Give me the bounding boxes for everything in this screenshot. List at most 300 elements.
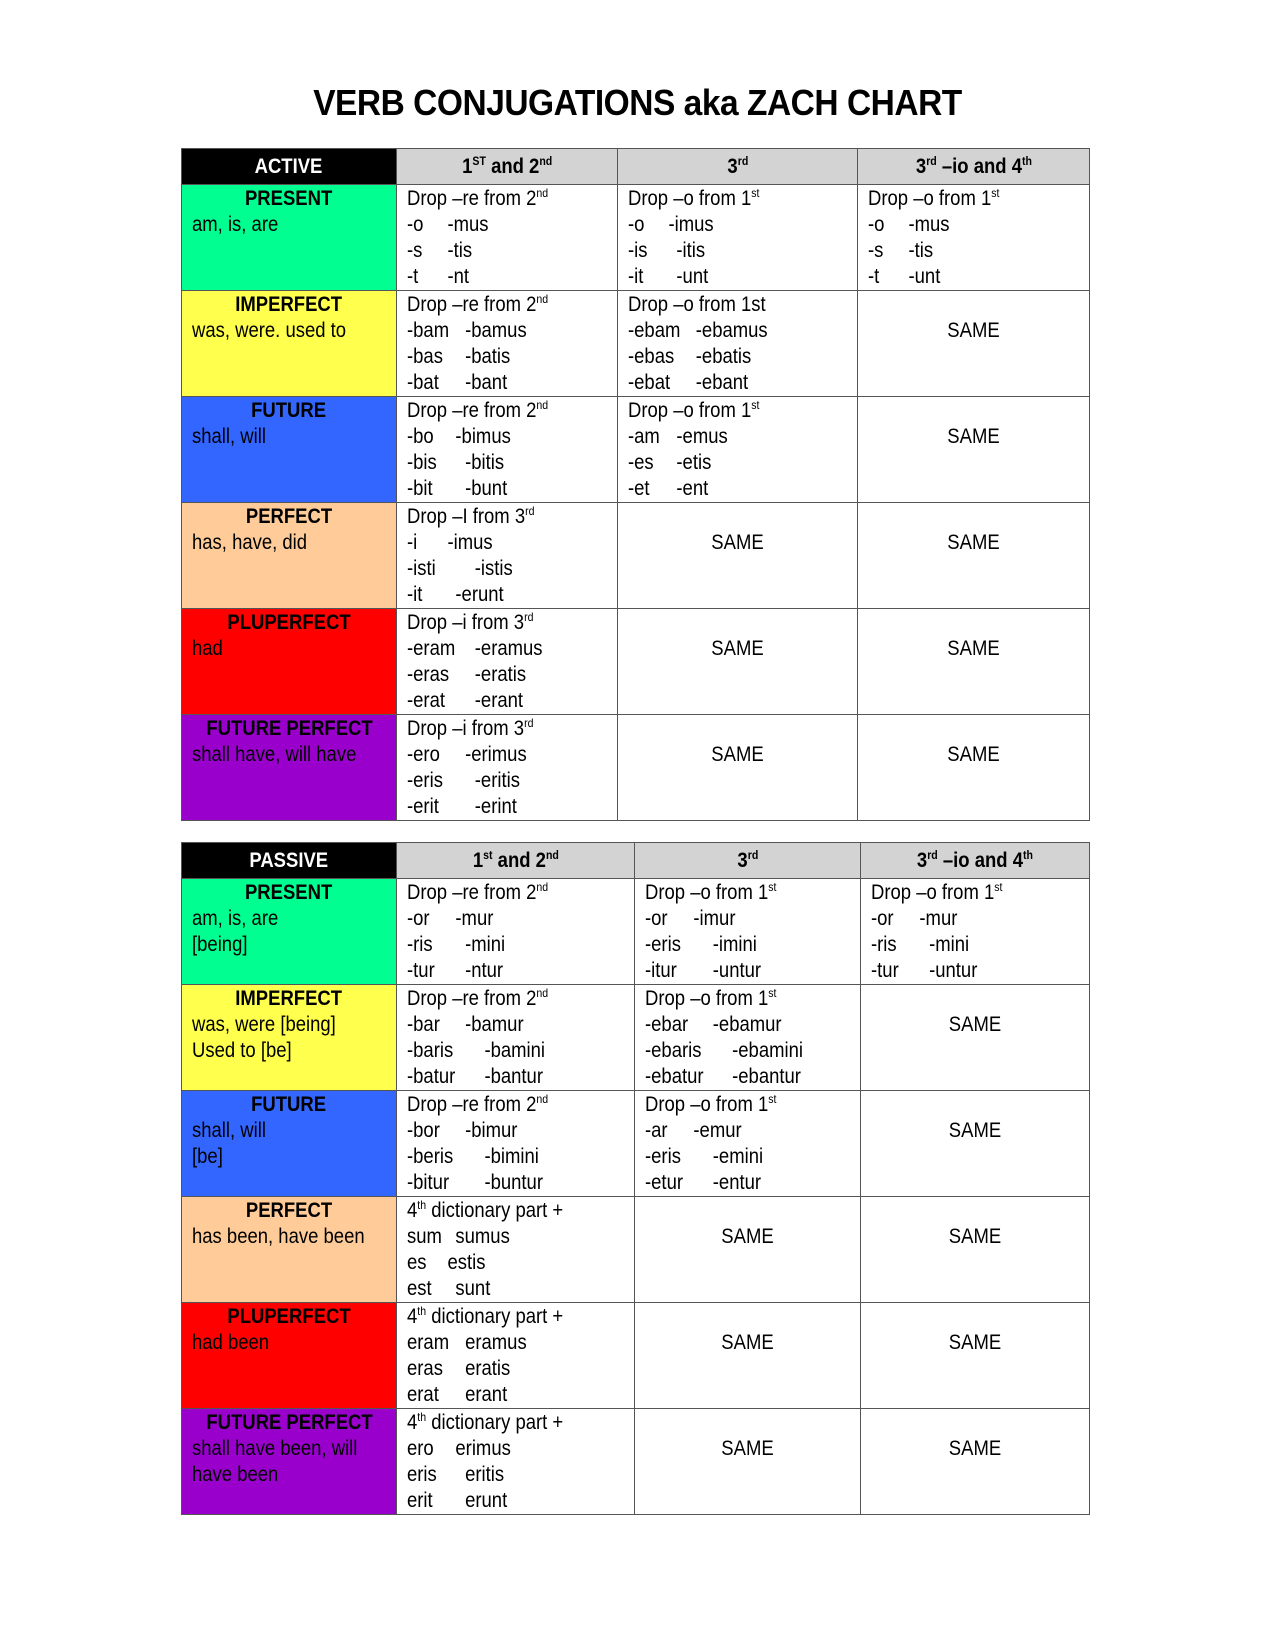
tense-name-text: PRESENT: [245, 881, 333, 904]
ending-pair-text: [407, 450, 592, 476]
ending-pair: [628, 264, 857, 290]
ordinal-suffix: rd: [747, 847, 758, 862]
singular-ending: -bat: [407, 371, 439, 394]
passive-header-row: [182, 843, 1090, 879]
ending-pair: [407, 1330, 634, 1356]
tense-meaning: [192, 906, 396, 932]
tense-cell: [182, 1303, 397, 1409]
drop-rule-text: Drop –o from 1st: [628, 398, 760, 422]
singular-ending: -am: [628, 425, 660, 448]
plural-ending: -untur: [929, 959, 978, 982]
tense-row: [182, 1303, 1090, 1409]
plural-ending: -mur: [455, 907, 494, 930]
singular-ending: eram: [407, 1331, 450, 1354]
ending-pair: [407, 1064, 634, 1090]
tense-name: [192, 1092, 396, 1118]
singular-ending: -et: [628, 477, 650, 500]
tense-cell: [182, 291, 397, 397]
tense-meaning-text: shall, will: [192, 1119, 266, 1142]
singular-ending: -eris: [645, 933, 681, 956]
ordinal-suffix: st: [751, 398, 760, 412]
plural-ending: -unt: [676, 265, 709, 288]
same-label: SAME: [721, 1331, 774, 1354]
same-cell: [861, 1091, 1090, 1197]
plural-ending: sunt: [455, 1277, 491, 1300]
drop-rule: [645, 880, 860, 906]
drop-rule: [407, 610, 617, 636]
ending-pair: [868, 212, 1089, 238]
singular-ending: -bor: [407, 1119, 440, 1142]
plural-ending: -eritis: [474, 769, 520, 792]
tense-name: [192, 1410, 396, 1436]
tense-cell: [182, 1197, 397, 1303]
same-label: SAME: [948, 1225, 1002, 1248]
singular-ending: -ebam: [628, 319, 681, 342]
same-label: SAME: [711, 743, 764, 766]
plural-ending: -untur: [712, 959, 762, 982]
singular-ending: -ero: [407, 743, 440, 766]
ending-pair-text: [407, 238, 592, 264]
singular-ending: -tur: [871, 959, 899, 982]
singular-ending: -or: [407, 907, 430, 930]
singular-ending: -bas: [407, 345, 443, 368]
ending-pair: [407, 768, 617, 794]
tense-meaning: [192, 1436, 396, 1462]
active-col-3rd: [618, 149, 858, 185]
tense-name-text: PLUPERFECT: [227, 611, 351, 634]
col-heading-text: 3rd –io and 4th: [916, 847, 1034, 872]
tense-row: [182, 879, 1090, 985]
drop-rule: [407, 1092, 634, 1118]
drop-rule: [407, 986, 634, 1012]
singular-ending: -es: [628, 451, 654, 474]
tense-meaning: [192, 1330, 396, 1356]
ending-cell: [397, 397, 618, 503]
plural-ending: -bantur: [484, 1065, 544, 1088]
plural-ending: -eramus: [474, 637, 543, 660]
plural-ending: -bunt: [465, 477, 508, 500]
ending-pair: [407, 264, 617, 290]
ending-pair: [628, 476, 857, 502]
ending-pair: [407, 1356, 634, 1382]
same-label: SAME: [947, 531, 1000, 554]
drop-rule: [407, 1304, 634, 1330]
ending-pair: [407, 1224, 634, 1250]
ending-pair: [871, 932, 1089, 958]
ordinal-suffix: nd: [539, 153, 553, 168]
tense-name: [192, 880, 396, 906]
ordinal-suffix: ST: [472, 153, 486, 168]
drop-rule-text: 4th dictionary part +: [407, 1410, 564, 1434]
tense-meaning: [192, 742, 396, 768]
singular-ending: eris: [407, 1463, 437, 1486]
singular-ending: -beris: [407, 1145, 454, 1168]
ordinal-suffix: st: [768, 880, 777, 894]
ending-pair: [628, 424, 857, 450]
tense-name-text: FUTURE: [251, 399, 327, 422]
ending-pair: [645, 906, 860, 932]
ordinal-suffix: st: [994, 880, 1003, 894]
ending-pair: [628, 238, 857, 264]
ending-pair-text: [868, 238, 1062, 264]
col-heading-text: 3rd –io and 4th: [915, 153, 1032, 178]
ending-pair: [407, 424, 617, 450]
plural-ending: -bant: [465, 371, 508, 394]
ending-pair: [645, 932, 860, 958]
singular-ending: -tur: [407, 959, 435, 982]
ordinal-suffix: nd: [536, 186, 549, 200]
ending-cell: [858, 185, 1090, 291]
tense-meaning: [192, 1224, 396, 1250]
ending-pair-text: [645, 958, 834, 984]
plural-ending: -erimus: [465, 743, 527, 766]
plural-ending: -mur: [919, 907, 958, 930]
ordinal-suffix: nd: [536, 398, 549, 412]
passive-voice-label: [182, 843, 397, 879]
active-col-1st-2nd: [397, 149, 618, 185]
ending-cell: [397, 1197, 635, 1303]
singular-ending: -erit: [407, 795, 439, 818]
ending-pair-text: [407, 1224, 607, 1250]
singular-ending: -ebar: [645, 1013, 689, 1036]
drop-rule-text: Drop –I from 3rd: [407, 504, 535, 528]
singular-ending: -bitur: [407, 1171, 450, 1194]
ending-pair-text: [407, 1250, 607, 1276]
ordinal-suffix: th: [417, 1304, 427, 1318]
tense-meaning: [192, 318, 396, 344]
ending-pair: [628, 212, 857, 238]
ending-cell: [397, 1091, 635, 1197]
plural-ending: -ebatis: [695, 345, 752, 368]
ending-pair-text: [628, 424, 830, 450]
singular-ending: -o: [628, 213, 645, 236]
ending-pair: [407, 1436, 634, 1462]
singular-ending: es: [407, 1251, 427, 1274]
plural-ending: -bimus: [455, 425, 511, 448]
singular-ending: -ar: [645, 1119, 668, 1142]
tense-meaning-text: [be]: [192, 1145, 223, 1168]
ending-pair-text: [628, 264, 830, 290]
tense-cell: [182, 609, 397, 715]
plural-ending: estis: [447, 1251, 486, 1274]
tense-row: [182, 609, 1090, 715]
ending-pair: [407, 530, 617, 556]
drop-rule: [407, 186, 617, 212]
ending-pair-text: [628, 476, 830, 502]
plural-ending: -imini: [712, 933, 757, 956]
active-col-3rd-io-4th: [858, 149, 1090, 185]
tense-meaning-text: shall, will: [192, 425, 266, 448]
ending-pair: [645, 1038, 860, 1064]
same-label: SAME: [947, 743, 1000, 766]
ordinal-suffix: nd: [536, 880, 549, 894]
tense-row: [182, 1197, 1090, 1303]
ending-pair-text: [407, 742, 592, 768]
singular-ending: -eris: [407, 769, 443, 792]
ordinal-suffix: th: [417, 1198, 427, 1212]
singular-ending: erat: [407, 1383, 439, 1406]
ending-pair: [871, 906, 1089, 932]
drop-rule: [645, 1092, 860, 1118]
plural-ending: -mini: [465, 933, 506, 956]
col-heading-text: 3rd: [737, 847, 758, 872]
plural-ending: -mini: [929, 933, 970, 956]
ending-cell: [397, 291, 618, 397]
singular-ending: -bis: [407, 451, 437, 474]
drop-rule: [407, 504, 617, 530]
same-label: SAME: [711, 531, 764, 554]
singular-ending: -it: [628, 265, 644, 288]
tense-row: [182, 185, 1090, 291]
ending-pair: [407, 742, 617, 768]
ending-cell: [635, 1091, 861, 1197]
same-label: SAME: [948, 1119, 1002, 1142]
tense-row: [182, 715, 1090, 821]
tense-meaning: [192, 932, 396, 958]
drop-rule: [868, 186, 1089, 212]
ending-cell: [397, 503, 618, 609]
drop-rule-text: Drop –o from 1st: [645, 1092, 777, 1116]
plural-ending: -bamini: [484, 1039, 546, 1062]
plural-ending: -tis: [447, 239, 473, 262]
ending-cell: [618, 291, 858, 397]
tense-row: [182, 503, 1090, 609]
passive-col-1st-2nd: [397, 843, 635, 879]
ending-pair-text: [645, 1118, 834, 1144]
singular-ending: sum: [407, 1225, 442, 1248]
ending-pair-text: [871, 958, 1063, 984]
ending-pair: [407, 1170, 634, 1196]
ending-pair-text: [407, 212, 592, 238]
ending-cell: [397, 985, 635, 1091]
plural-ending: -mus: [447, 213, 489, 236]
ending-pair-text: [407, 1170, 607, 1196]
ending-pair-text: [407, 318, 592, 344]
ending-pair-text: [407, 1276, 607, 1302]
active-conjugation-table: [181, 148, 1090, 821]
ending-pair-text: [628, 344, 830, 370]
same-cell: [861, 985, 1090, 1091]
ending-pair-text: [645, 906, 834, 932]
singular-ending: -bit: [407, 477, 433, 500]
singular-ending: -eras: [407, 663, 450, 686]
plural-ending: -unt: [908, 265, 941, 288]
col-heading-text: 3rd: [727, 153, 748, 178]
same-label: SAME: [947, 319, 1000, 342]
ending-pair: [407, 344, 617, 370]
plural-ending: -ntur: [465, 959, 504, 982]
drop-rule-text: Drop –re from 2nd: [407, 398, 549, 422]
same-label: SAME: [947, 637, 1000, 660]
ending-pair-text: [407, 264, 592, 290]
ending-cell: [635, 985, 861, 1091]
ordinal-suffix: nd: [545, 847, 559, 862]
tense-name-text: PERFECT: [245, 505, 333, 528]
tense-name-text: PERFECT: [245, 1199, 333, 1222]
tense-meaning: [192, 1118, 396, 1144]
ending-pair-text: [868, 264, 1062, 290]
tense-meaning-text: am, is, are: [192, 213, 279, 236]
singular-ending: ero: [407, 1437, 434, 1460]
tense-meaning: [192, 636, 396, 662]
tense-meaning-text: am, is, are: [192, 907, 279, 930]
drop-rule: [628, 398, 857, 424]
ending-cell: [397, 879, 635, 985]
tense-meaning: [192, 1038, 396, 1064]
ordinal-suffix: rd: [525, 504, 535, 518]
plural-ending: -bamus: [465, 319, 527, 342]
drop-rule-text: Drop –o from 1st: [628, 186, 760, 210]
singular-ending: -t: [407, 265, 419, 288]
drop-rule: [407, 398, 617, 424]
same-cell: [635, 1197, 861, 1303]
ending-pair: [407, 1250, 634, 1276]
ending-pair-text: [407, 1462, 607, 1488]
plural-ending: -imus: [668, 213, 714, 236]
plural-ending: eratis: [465, 1357, 511, 1380]
ending-pair: [407, 556, 617, 582]
ending-pair-text: [407, 582, 592, 608]
ending-pair-text: [407, 1330, 607, 1356]
plural-ending: -etis: [676, 451, 712, 474]
tense-meaning-text: has been, have been: [192, 1225, 365, 1248]
drop-rule-text: 4th dictionary part +: [407, 1304, 564, 1328]
same-label: SAME: [947, 425, 1000, 448]
ordinal-suffix: rd: [524, 716, 534, 730]
plural-ending: erunt: [465, 1489, 508, 1512]
col-heading-text: 1st and 2nd: [472, 847, 559, 872]
active-header-row: [182, 149, 1090, 185]
tense-name: [192, 1198, 396, 1224]
ending-pair-text: [645, 1064, 834, 1090]
tense-cell: [182, 503, 397, 609]
ordinal-suffix: st: [768, 1092, 777, 1106]
ending-pair: [645, 958, 860, 984]
singular-ending: -batur: [407, 1065, 456, 1088]
ending-pair: [407, 1118, 634, 1144]
plural-ending: -ebamus: [695, 319, 768, 342]
ending-pair: [407, 212, 617, 238]
singular-ending: eras: [407, 1357, 443, 1380]
plural-ending: -bimini: [484, 1145, 539, 1168]
ending-cell: [618, 397, 858, 503]
same-cell: [635, 1303, 861, 1409]
plural-ending: eramus: [465, 1331, 527, 1354]
tense-meaning-text: shall have been, will: [192, 1437, 358, 1460]
drop-rule: [628, 186, 857, 212]
same-label: SAME: [721, 1225, 774, 1248]
ending-pair-text: [407, 530, 592, 556]
tense-cell: [182, 185, 397, 291]
plural-ending: -ebant: [695, 371, 749, 394]
drop-rule: [407, 292, 617, 318]
drop-rule: [407, 1198, 634, 1224]
tense-meaning-text: has, have, did: [192, 531, 308, 554]
plural-ending: -nt: [447, 265, 470, 288]
singular-ending: -eram: [407, 637, 456, 660]
tense-name-text: FUTURE: [251, 1093, 327, 1116]
singular-ending: -ris: [407, 933, 433, 956]
same-cell: [635, 1409, 861, 1515]
singular-ending: -ebaris: [645, 1039, 702, 1062]
ending-pair-text: [407, 1436, 607, 1462]
singular-ending: -it: [407, 583, 423, 606]
plural-ending: -erint: [474, 795, 517, 818]
ending-pair: [407, 1488, 634, 1514]
tense-meaning: [192, 1144, 396, 1170]
ending-pair-text: [407, 906, 607, 932]
ordinal-suffix: st: [751, 186, 760, 200]
ending-pair: [645, 1144, 860, 1170]
tense-cell: [182, 985, 397, 1091]
page-title: VERB CONJUGATIONS aka ZACH CHART: [313, 82, 962, 123]
ending-pair: [628, 370, 857, 396]
singular-ending: -baris: [407, 1039, 454, 1062]
ending-pair: [407, 1382, 634, 1408]
ending-pair-text: [407, 1488, 607, 1514]
ordinal-suffix: th: [1021, 153, 1032, 168]
plural-ending: -ebantur: [732, 1065, 801, 1088]
ordinal-suffix: nd: [536, 292, 549, 306]
drop-rule: [407, 716, 617, 742]
ending-cell: [397, 715, 618, 821]
ending-pair: [628, 450, 857, 476]
drop-rule-text: Drop –re from 2nd: [407, 292, 549, 316]
ordinal-suffix: rd: [737, 153, 748, 168]
ending-cell: [397, 609, 618, 715]
tense-name: [192, 398, 396, 424]
ending-cell: [618, 185, 858, 291]
ordinal-suffix: rd: [524, 610, 534, 624]
singular-ending: -or: [645, 907, 668, 930]
ending-pair-text: [645, 1170, 834, 1196]
plural-ending: -bamur: [465, 1013, 524, 1036]
tense-meaning: [192, 1462, 396, 1488]
tense-meaning: [192, 212, 396, 238]
same-cell: [861, 1303, 1090, 1409]
ending-cell: [397, 1409, 635, 1515]
singular-ending: -ris: [871, 933, 897, 956]
same-cell: [861, 1197, 1090, 1303]
ending-pair: [407, 318, 617, 344]
plural-ending: -emini: [712, 1145, 764, 1168]
tense-meaning: [192, 424, 396, 450]
ending-pair-text: [407, 424, 592, 450]
ending-pair: [645, 1064, 860, 1090]
ending-pair-text: [407, 1012, 607, 1038]
same-cell: [861, 1409, 1090, 1515]
ending-pair: [407, 794, 617, 820]
plural-ending: -istis: [474, 557, 513, 580]
same-cell: [858, 397, 1090, 503]
ending-pair-text: [407, 1144, 607, 1170]
plural-ending: -ebamur: [712, 1013, 782, 1036]
ordinal-suffix: th: [417, 1410, 427, 1424]
ending-cell: [635, 879, 861, 985]
singular-ending: -eris: [645, 1145, 681, 1168]
ending-pair: [407, 1012, 634, 1038]
tense-cell: [182, 715, 397, 821]
plural-ending: -itis: [676, 239, 706, 262]
ending-pair-text: [407, 1382, 607, 1408]
ordinal-suffix: nd: [536, 986, 549, 1000]
ending-pair: [407, 636, 617, 662]
same-cell: [858, 715, 1090, 821]
singular-ending: -itur: [645, 959, 677, 982]
same-cell: [858, 609, 1090, 715]
tense-meaning-text: have been: [192, 1463, 279, 1486]
tense-name-text: IMPERFECT: [235, 987, 343, 1010]
